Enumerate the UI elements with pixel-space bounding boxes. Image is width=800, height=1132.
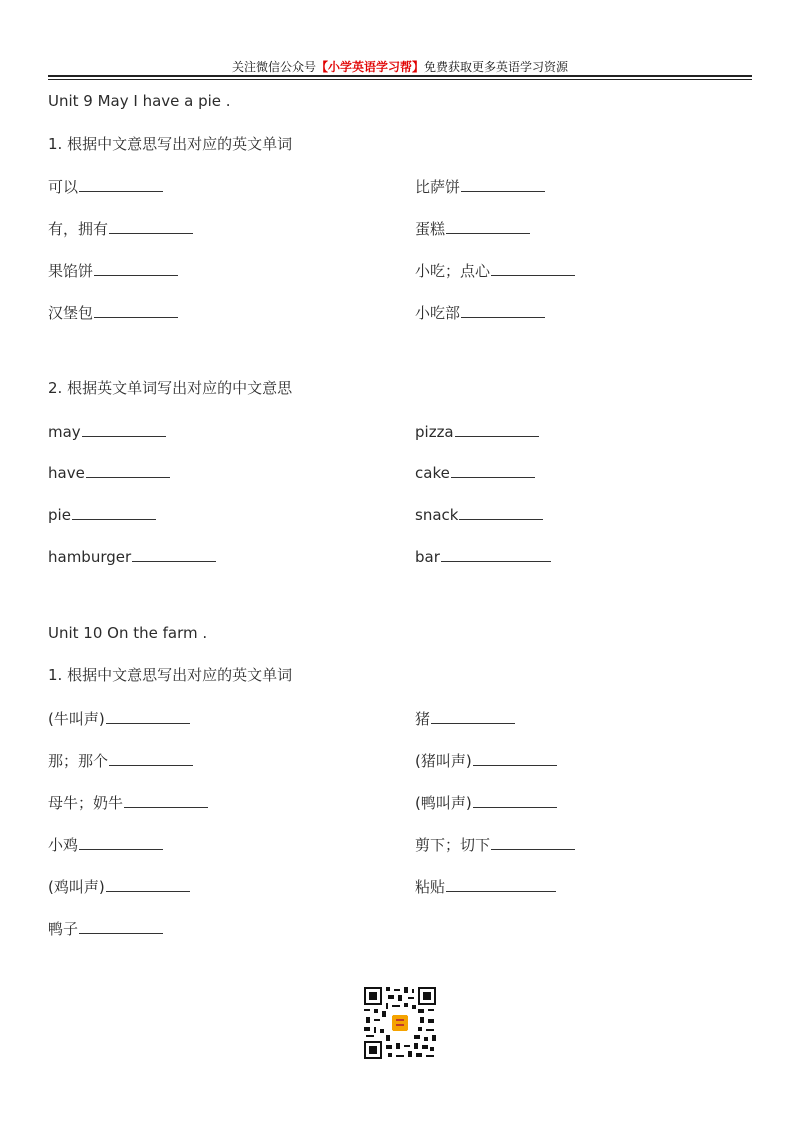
exercise-item [48,792,208,813]
page-header [0,58,800,75]
answer-blank[interactable] [461,176,545,192]
item-prompt: bar [415,548,440,566]
unit10-part1-heading: 1. 根据中文意思写出对应的英文单词 [48,666,293,684]
item-prompt: 蛋糕 [415,220,446,238]
item-prompt: snack [415,506,459,524]
header-rule-thin [48,79,752,80]
item-prompt: (猪叫声) [415,752,472,770]
exercise-item [415,750,557,771]
unit10-title: Unit 10 On the farm . [48,624,208,642]
exercise-item [415,876,556,897]
item-prompt: 粘贴 [415,878,446,896]
exercise-item [48,218,193,239]
item-prompt: 果馅饼 [48,262,94,280]
exercise-item [48,176,163,197]
unit9-title: Unit 9 May I have a pie . [48,92,231,110]
exercise-item [415,546,551,567]
item-prompt: (鸭叫声) [415,794,472,812]
exercise-item [48,260,178,281]
item-prompt: pizza [415,423,454,441]
exercise-item [48,834,163,855]
item-prompt: 剪下；切下 [415,836,491,854]
exercise-item [415,462,535,483]
item-prompt: 比萨饼 [415,178,461,196]
answer-blank[interactable] [79,176,163,192]
qr-code-icon [362,985,438,1061]
unit9-part2-heading: 2. 根据英文单词写出对应的中文意思 [48,379,293,397]
answer-blank[interactable] [72,504,156,520]
item-prompt: have [48,464,85,482]
answer-blank[interactable] [132,546,216,562]
answer-blank[interactable] [106,876,190,892]
exercise-item [415,260,575,281]
answer-blank[interactable] [446,876,556,892]
item-prompt: 小吃；点心 [415,262,491,280]
answer-blank[interactable] [124,792,208,808]
item-prompt: 猪 [415,710,431,728]
answer-blank[interactable] [491,260,575,276]
exercise-item [48,918,163,939]
exercise-item [48,504,156,525]
exercise-item [415,218,530,239]
item-prompt: 汉堡包 [48,304,94,322]
header-suffix: 免费获取更多英语学习资源 [424,60,569,74]
answer-blank[interactable] [79,918,163,934]
exercise-item [415,421,539,442]
answer-blank[interactable] [94,260,178,276]
answer-blank[interactable] [106,708,190,724]
exercise-item [48,546,216,567]
answer-blank[interactable] [461,302,545,318]
item-prompt: may [48,423,81,441]
item-prompt: 母牛；奶牛 [48,794,124,812]
item-prompt: 鸭子 [48,920,79,938]
answer-blank[interactable] [109,218,193,234]
exercise-item [48,421,166,442]
exercise-item [415,504,543,525]
qr-logo-icon [392,1015,408,1031]
item-prompt: 可以 [48,178,79,196]
exercise-item [48,750,193,771]
exercise-item [415,792,557,813]
answer-blank[interactable] [473,750,557,766]
answer-blank[interactable] [441,546,551,562]
answer-blank[interactable] [79,834,163,850]
exercise-item [48,708,190,729]
answer-blank[interactable] [109,750,193,766]
answer-blank[interactable] [431,708,515,724]
answer-blank[interactable] [455,421,539,437]
answer-blank[interactable] [82,421,166,437]
exercise-item [48,302,178,323]
exercise-item [415,176,545,197]
item-prompt: hamburger [48,548,132,566]
answer-blank[interactable] [446,218,530,234]
item-prompt: cake [415,464,450,482]
exercise-item [48,462,170,483]
item-prompt: 小鸡 [48,836,79,854]
exercise-item [415,708,515,729]
exercise-item [48,876,190,897]
item-prompt: pie [48,506,71,524]
answer-blank[interactable] [94,302,178,318]
header-highlight: 【小学英语学习帮】 [315,60,424,74]
answer-blank[interactable] [491,834,575,850]
answer-blank[interactable] [473,792,557,808]
item-prompt: 小吃部 [415,304,461,322]
header-prefix: 关注微信公众号 [231,60,316,74]
exercise-item [415,302,545,323]
item-prompt: 有，拥有 [48,220,109,238]
item-prompt: (鸡叫声) [48,878,105,896]
exercise-item [415,834,575,855]
unit9-part1-heading: 1. 根据中文意思写出对应的英文单词 [48,135,293,153]
header-rule [48,75,752,77]
answer-blank[interactable] [86,462,170,478]
answer-blank[interactable] [459,504,543,520]
item-prompt: 那；那个 [48,752,109,770]
item-prompt: (牛叫声) [48,710,105,728]
answer-blank[interactable] [451,462,535,478]
